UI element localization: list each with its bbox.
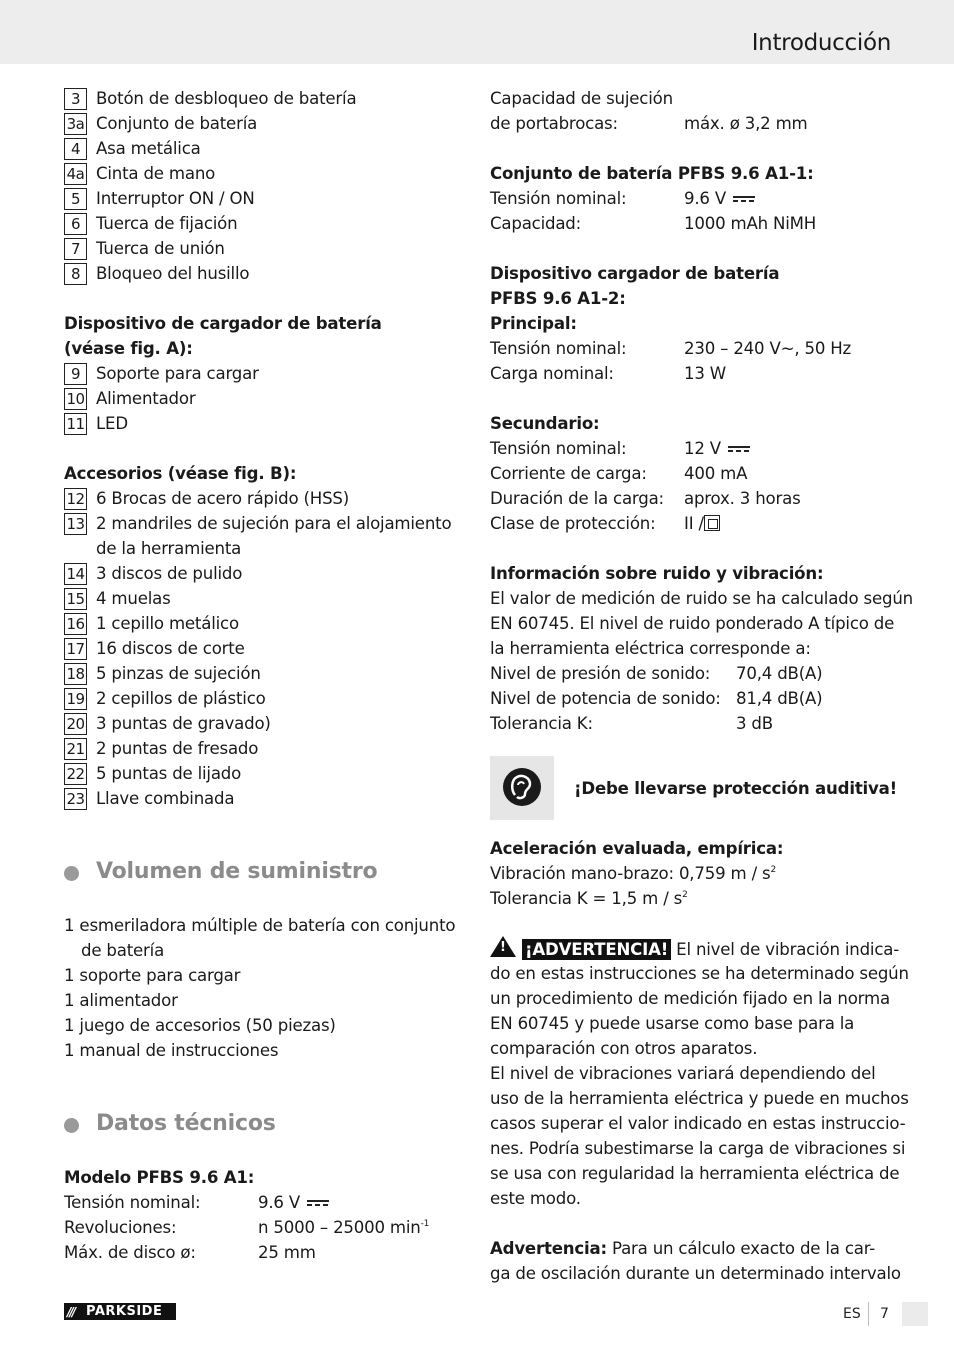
protection-class-ii-icon bbox=[704, 515, 720, 531]
noise-text: la herramienta eléctrica corresponde a: bbox=[490, 639, 811, 658]
list-item bbox=[64, 636, 454, 661]
spec-key: Tensión nominal: bbox=[490, 339, 627, 358]
spec-key: Carga nominal: bbox=[490, 364, 614, 383]
accessories-list bbox=[64, 486, 454, 811]
noise-heading: Información sobre ruido y vibración: bbox=[490, 564, 824, 583]
item-label: Asa metálica bbox=[96, 139, 201, 158]
item-number: 14 bbox=[64, 563, 87, 585]
logo-stripes-icon: /// bbox=[67, 1305, 75, 1319]
list-item bbox=[64, 611, 454, 636]
accel-tolerance: Tolerancia K = 1,5 m / s bbox=[490, 889, 683, 908]
supply-section-heading bbox=[64, 861, 454, 886]
parkside-logo bbox=[64, 1303, 176, 1320]
secondary-heading: Secundario: bbox=[490, 414, 600, 433]
warning-text-line: do en estas instrucciones se ha determinado según bbox=[490, 964, 909, 983]
item-number: 4a bbox=[64, 163, 87, 185]
model-row bbox=[64, 1240, 454, 1265]
secondary-row bbox=[490, 436, 894, 461]
item-label: Interruptor ON / ON bbox=[96, 189, 255, 208]
tech-section-heading bbox=[64, 1113, 454, 1138]
spec-key: Tensión nominal: bbox=[490, 439, 627, 458]
spec-key: Tensión nominal: bbox=[490, 189, 627, 208]
warning-text-line: uso de la herramienta eléctrica y puede en muchos bbox=[490, 1089, 909, 1108]
accel-heading: Aceleración evaluada, empírica: bbox=[490, 839, 784, 858]
item-number: 23 bbox=[64, 788, 87, 810]
warning-text-line: este modo. bbox=[490, 1189, 581, 1208]
warning-text-line: nes. Podría subestimarse la carga de vibraciones si bbox=[490, 1139, 906, 1158]
item-number: 15 bbox=[64, 588, 87, 610]
item-number: 3 bbox=[64, 88, 87, 110]
parts-list bbox=[64, 86, 454, 286]
warning-text-line: un procedimiento de medición fijado en la norma bbox=[490, 989, 890, 1008]
item-label: 2 cepillos de plástico bbox=[96, 689, 266, 708]
dc-symbol-icon bbox=[728, 445, 750, 454]
list-item bbox=[64, 136, 454, 161]
item-number: 12 bbox=[64, 488, 87, 510]
dc-symbol-icon bbox=[733, 195, 755, 204]
item-label: Botón de desbloqueo de batería bbox=[96, 89, 357, 108]
spec-value: 9.6 V bbox=[258, 1193, 301, 1212]
spec-key: Revoluciones: bbox=[64, 1218, 177, 1237]
list-item bbox=[64, 486, 454, 511]
bullet-icon bbox=[64, 866, 79, 881]
language-code: ES bbox=[843, 1306, 861, 1322]
spec-key: Tensión nominal: bbox=[64, 1193, 201, 1212]
charger-heading: Dispositivo cargador de batería bbox=[490, 264, 780, 283]
item-number: 17 bbox=[64, 638, 87, 660]
noise-text: El valor de medición de ruido se ha calculado según bbox=[490, 589, 913, 608]
accel-value: Vibración mano-brazo: 0,759 m / s bbox=[490, 864, 771, 883]
spec-key: Tolerancia K: bbox=[490, 714, 593, 733]
spec-value: 25 mm bbox=[258, 1243, 316, 1262]
item-number: 19 bbox=[64, 688, 87, 710]
brand-name: PARKSIDE bbox=[86, 1304, 163, 1319]
primary-row bbox=[490, 361, 894, 386]
noise-text: EN 60745. El nivel de ruido ponderado A típico de bbox=[490, 614, 895, 633]
list-item bbox=[64, 236, 454, 261]
spec-value: n 5000 – 25000 min bbox=[258, 1218, 421, 1237]
spec-key: Máx. de disco ø: bbox=[64, 1243, 196, 1262]
noise-row bbox=[490, 686, 894, 711]
item-label: 16 discos de corte bbox=[96, 639, 245, 658]
spec-value: 9.6 V bbox=[684, 189, 727, 208]
item-label: Alimentador bbox=[96, 389, 196, 408]
spec-key: Duración de la carga: bbox=[490, 489, 664, 508]
supply-list bbox=[64, 913, 454, 1063]
item-label: 5 puntas de lijado bbox=[96, 764, 242, 783]
chuck-row bbox=[490, 111, 894, 136]
item-number: 4 bbox=[64, 138, 87, 160]
spec-key: Corriente de carga: bbox=[490, 464, 647, 483]
warning-text-line: comparación con otros aparatos. bbox=[490, 1039, 758, 1058]
item-number: 6 bbox=[64, 213, 87, 235]
list-item bbox=[64, 561, 454, 586]
supply-title: Volumen de suministro bbox=[96, 859, 378, 884]
list-item bbox=[64, 161, 454, 186]
model-heading: Modelo PFBS 9.6 A1: bbox=[64, 1168, 255, 1187]
spec-value: 12 V bbox=[684, 439, 721, 458]
item-label: 2 puntas de fresado bbox=[96, 739, 259, 758]
battery-row bbox=[490, 186, 894, 211]
charger-heading-2: PFBS 9.6 A1-2: bbox=[490, 289, 626, 308]
item-label: Bloqueo del husillo bbox=[96, 264, 250, 283]
supply-item: 1 soporte para cargar bbox=[64, 966, 241, 985]
item-label-continued: de la herramienta bbox=[96, 539, 242, 558]
spec-value: 3 dB bbox=[736, 714, 773, 733]
primary-row bbox=[490, 336, 894, 361]
supply-item: 1 alimentador bbox=[64, 991, 178, 1010]
list-item bbox=[64, 386, 454, 411]
rpm-exponent: -1 bbox=[420, 1219, 430, 1229]
supply-item: 1 juego de accesorios (50 piezas) bbox=[64, 1016, 336, 1035]
warning-text-line: El nivel de vibraciones variará dependiendo del bbox=[490, 1064, 876, 1083]
page-header bbox=[0, 0, 954, 64]
list-item bbox=[64, 786, 454, 811]
warning-text-line: EN 60745 y puede usarse como base para la bbox=[490, 1014, 855, 1033]
model-row bbox=[64, 1215, 454, 1240]
spec-key: de portabrocas: bbox=[490, 114, 618, 133]
supply-item: 1 esmeriladora múltiple de batería con conjunto bbox=[64, 916, 456, 935]
item-label: 2 mandriles de sujeción para el alojamiento bbox=[96, 514, 452, 533]
ear-protection-icon bbox=[503, 768, 541, 806]
item-label: LED bbox=[96, 414, 128, 433]
list-item bbox=[64, 86, 454, 111]
advertencia-text: ga de oscilación durante un determinado intervalo bbox=[490, 1264, 901, 1283]
list-item bbox=[64, 736, 454, 761]
item-number: 8 bbox=[64, 263, 87, 285]
item-label: 3 puntas de gravado) bbox=[96, 714, 271, 733]
warning-paragraph bbox=[490, 961, 909, 1211]
list-item bbox=[64, 686, 454, 711]
warning-triangle-icon: ! bbox=[490, 936, 516, 957]
item-number: 18 bbox=[64, 663, 87, 685]
chuck-label: Capacidad de sujeción bbox=[490, 89, 673, 108]
warning-badge: ¡ADVERTENCIA! bbox=[522, 939, 671, 960]
dc-symbol-icon bbox=[307, 1199, 329, 1208]
charger-heading: Dispositivo de cargador de batería bbox=[64, 314, 382, 333]
spec-value: 81,4 dB(A) bbox=[736, 689, 823, 708]
page-title: Introducción bbox=[751, 30, 891, 56]
list-item bbox=[64, 586, 454, 611]
list-item bbox=[64, 211, 454, 236]
primary-heading: Principal: bbox=[490, 314, 577, 333]
item-label: Llave combinada bbox=[96, 789, 235, 808]
item-label: Cinta de mano bbox=[96, 164, 216, 183]
charger-parts-list bbox=[64, 361, 454, 436]
warning-first-line bbox=[490, 936, 899, 961]
list-item bbox=[64, 361, 454, 386]
item-label: Tuerca de fijación bbox=[96, 214, 238, 233]
list-item bbox=[64, 186, 454, 211]
item-number: 20 bbox=[64, 713, 87, 735]
item-label: 4 muelas bbox=[96, 589, 171, 608]
item-number: 16 bbox=[64, 613, 87, 635]
item-label: Tuerca de unión bbox=[96, 239, 225, 258]
secondary-row bbox=[490, 486, 894, 511]
item-label: 1 cepillo metálico bbox=[96, 614, 239, 633]
item-label: 5 pinzas de sujeción bbox=[96, 664, 261, 683]
charger-heading-2: (véase fig. A): bbox=[64, 339, 193, 358]
list-item bbox=[64, 511, 454, 536]
list-item bbox=[64, 261, 454, 286]
spec-key: Clase de protección: bbox=[490, 514, 656, 533]
hearing-notice-text: ¡Debe llevarse protección auditiva! bbox=[574, 779, 898, 798]
battery-heading: Conjunto de batería PFBS 9.6 A1-1: bbox=[490, 164, 814, 183]
spec-value: máx. ø 3,2 mm bbox=[684, 114, 808, 133]
list-item bbox=[64, 411, 454, 436]
warning-text: El nivel de vibración indica- bbox=[671, 940, 899, 959]
advertencia-label: Advertencia: bbox=[490, 1239, 607, 1258]
page-number: 7 bbox=[880, 1306, 889, 1322]
item-number: 11 bbox=[64, 413, 87, 435]
bullet-icon bbox=[64, 1118, 79, 1133]
spec-value: 1000 mAh NiMH bbox=[684, 214, 817, 233]
item-number: 5 bbox=[64, 188, 87, 210]
noise-row bbox=[490, 661, 894, 686]
hearing-notice-box bbox=[490, 736, 898, 826]
spec-value: 70,4 dB(A) bbox=[736, 664, 823, 683]
list-item bbox=[64, 711, 454, 736]
spec-key: Nivel de potencia de sonido: bbox=[490, 689, 721, 708]
item-number: 13 bbox=[64, 513, 87, 535]
item-number: 22 bbox=[64, 763, 87, 785]
list-item bbox=[64, 661, 454, 686]
spec-key: Capacidad: bbox=[490, 214, 582, 233]
list-item bbox=[64, 761, 454, 786]
warning-text-line: casos superar el valor indicado en estas instruccio- bbox=[490, 1114, 906, 1133]
ear-protection-icon-box bbox=[490, 756, 554, 820]
list-item bbox=[64, 111, 454, 136]
item-number: 10 bbox=[64, 388, 87, 410]
item-label: Conjunto de batería bbox=[96, 114, 258, 133]
supply-item: 1 manual de instrucciones bbox=[64, 1041, 279, 1060]
spec-value: 400 mA bbox=[684, 464, 748, 483]
footer-tab bbox=[902, 1302, 928, 1326]
secondary-row bbox=[490, 511, 894, 536]
accessories-heading: Accesorios (véase fig. B): bbox=[64, 464, 297, 483]
item-number: 7 bbox=[64, 238, 87, 260]
advertencia-text: Para un cálculo exacto de la car- bbox=[606, 1239, 876, 1258]
right-column bbox=[490, 86, 913, 1286]
warning-text-line: se usa con regularidad la herramienta eléctrica de bbox=[490, 1164, 900, 1183]
spec-value: 13 W bbox=[684, 364, 726, 383]
spec-value: aprox. 3 horas bbox=[684, 489, 801, 508]
item-number: 9 bbox=[64, 363, 87, 385]
battery-row bbox=[490, 211, 894, 236]
model-row bbox=[64, 1190, 454, 1215]
item-label: 3 discos de pulido bbox=[96, 564, 243, 583]
noise-row bbox=[490, 711, 894, 736]
spec-value: 230 – 240 V~, 50 Hz bbox=[684, 339, 852, 358]
footer-divider bbox=[868, 1302, 869, 1326]
tech-title: Datos técnicos bbox=[96, 1111, 276, 1136]
exponent: 2 bbox=[682, 890, 688, 900]
item-label: Soporte para cargar bbox=[96, 364, 259, 383]
secondary-row bbox=[490, 461, 894, 486]
supply-item-continued: de batería bbox=[81, 941, 165, 960]
spec-key: Nivel de presión de sonido: bbox=[490, 664, 711, 683]
item-label: 6 Brocas de acero rápido (HSS) bbox=[96, 489, 350, 508]
left-column bbox=[64, 86, 454, 1265]
item-number: 3a bbox=[64, 113, 87, 135]
exponent: 2 bbox=[770, 865, 777, 875]
item-number: 21 bbox=[64, 738, 87, 760]
spec-value: II / bbox=[684, 514, 704, 533]
